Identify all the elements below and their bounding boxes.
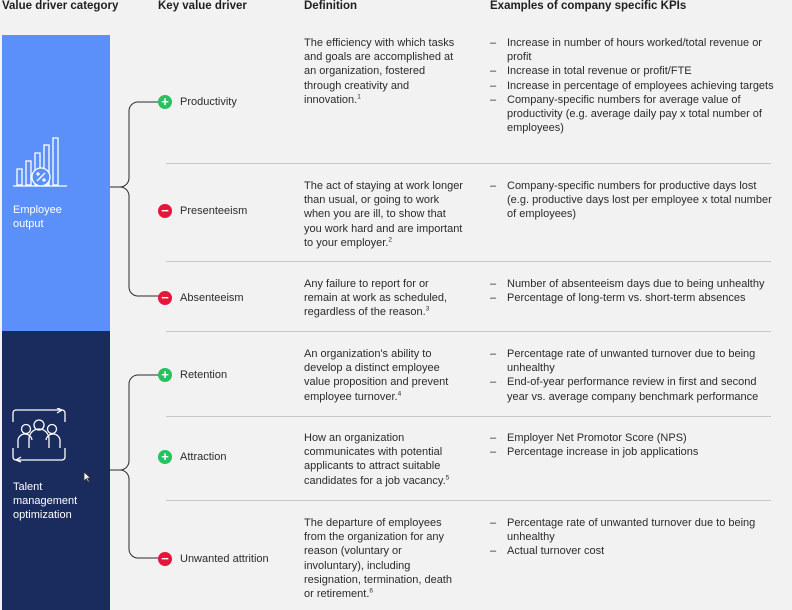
definition-text bbox=[304, 516, 464, 601]
kpi-item: – Company-specific numbers for productive days lost (e.g. productive days lost per employee x total number of employees) bbox=[490, 179, 780, 222]
footnote-ref: 2 bbox=[388, 236, 392, 244]
definition-body: An organization's ability to develop a distinct employee value proposition and prevent employee turnover. bbox=[304, 348, 449, 403]
kpi-item: – Percentage of long-term vs. short-term absences bbox=[490, 291, 780, 305]
row-divider bbox=[166, 500, 771, 501]
footnote-ref: 3 bbox=[425, 305, 430, 313]
category-label: Talent management optimization bbox=[13, 481, 78, 521]
kpi-item: – Percentage rate of unwanted turnover due to being unhealthy bbox=[490, 516, 780, 544]
driver-name: Unwanted attrition bbox=[180, 553, 269, 565]
people-group-icon bbox=[10, 408, 70, 466]
kpi-list bbox=[490, 516, 780, 559]
minus-circle-icon: − bbox=[158, 204, 172, 218]
header-driver: Key value driver bbox=[158, 0, 247, 12]
driver-name: Absenteeism bbox=[180, 292, 244, 304]
footnote-ref: 4 bbox=[397, 389, 402, 397]
driver-name: Attraction bbox=[180, 451, 227, 463]
driver-name: Presenteeism bbox=[180, 205, 248, 217]
kpi-item: – Percentage rate of unwanted turnover due to being unhealthy bbox=[490, 347, 780, 375]
kpi-item: – Actual turnover cost bbox=[490, 544, 780, 558]
driver-unwanted-attrition bbox=[158, 552, 269, 566]
kpi-list bbox=[490, 347, 780, 404]
bar-chart-icon bbox=[12, 135, 70, 191]
plus-circle-icon: + bbox=[158, 95, 172, 109]
definition-body: Any failure to report for or remain at work as scheduled, regardless of the reason. bbox=[304, 278, 448, 319]
header-definition: Definition bbox=[304, 0, 358, 12]
kpi-item: – Increase in number of hours worked/total revenue or profit bbox=[490, 36, 780, 64]
definition-text bbox=[304, 36, 464, 107]
kpi-list bbox=[490, 431, 780, 459]
row-divider bbox=[166, 331, 771, 332]
kpi-item: – Company-specific numbers for average value of productivity (e.g. average daily pay x total number of employees) bbox=[490, 93, 780, 136]
definition-text bbox=[304, 179, 464, 250]
kpi-list bbox=[490, 277, 780, 305]
minus-circle-icon: − bbox=[158, 291, 172, 305]
driver-retention bbox=[158, 368, 227, 382]
driver-name: Retention bbox=[180, 369, 228, 381]
driver-attraction bbox=[158, 450, 226, 464]
row-divider bbox=[166, 261, 771, 262]
definition-body: The departure of employees from the organization for any reason (voluntary or involuntary), including resignation, termination, death or retirement. bbox=[304, 517, 452, 601]
category-employee-output bbox=[2, 35, 110, 331]
kpi-item: – Percentage increase in job applications bbox=[490, 445, 780, 459]
driver-presenteeism bbox=[158, 204, 247, 218]
definition-text bbox=[304, 277, 464, 320]
row-divider bbox=[166, 163, 771, 164]
definition-text bbox=[304, 347, 464, 404]
category-label: Employee output bbox=[13, 204, 62, 230]
footnote-ref: 6 bbox=[369, 587, 374, 595]
driver-name: Productivity bbox=[180, 96, 237, 108]
definition-body: The act of staying at work longer than usual, or going to work when you are ill, to show that you work hard and are important to your employer. bbox=[304, 180, 463, 249]
definition-body: How an organization communicates with potential applicants to attract suitable candidates for a job vacancy. bbox=[304, 432, 446, 487]
kpi-item: – Number of absenteeism days due to being unhealthy bbox=[490, 277, 780, 291]
kpi-item: – End-of-year performance review in first and second year vs. average company benchmark performance bbox=[490, 375, 780, 403]
kpi-item: – Increase in percentage of employees achieving targets bbox=[490, 79, 780, 93]
footnote-ref: 1 bbox=[357, 93, 361, 101]
category-talent-management bbox=[2, 331, 110, 610]
footnote-ref: 5 bbox=[445, 473, 450, 481]
mouse-cursor-icon bbox=[83, 471, 92, 483]
minus-circle-icon: − bbox=[158, 552, 172, 566]
driver-absenteeism bbox=[158, 291, 244, 305]
plus-circle-icon: + bbox=[158, 450, 172, 464]
definition-body: The efficiency with which tasks and goals are accomplished at an organization, fostered through creativity and innovation. bbox=[304, 37, 455, 106]
brace-employee-output bbox=[105, 0, 165, 610]
header-kpis: Examples of company specific KPIs bbox=[490, 0, 687, 12]
definition-text bbox=[304, 431, 464, 488]
row-divider bbox=[166, 416, 771, 417]
driver-productivity bbox=[158, 95, 237, 109]
kpi-item: – Increase in total revenue or profit/FTE bbox=[490, 64, 780, 78]
header-category: Value driver category bbox=[2, 0, 119, 12]
kpi-list bbox=[490, 179, 780, 222]
plus-circle-icon: + bbox=[158, 368, 172, 382]
kpi-list bbox=[490, 36, 780, 135]
kpi-item: – Employer Net Promotor Score (NPS) bbox=[490, 431, 780, 445]
